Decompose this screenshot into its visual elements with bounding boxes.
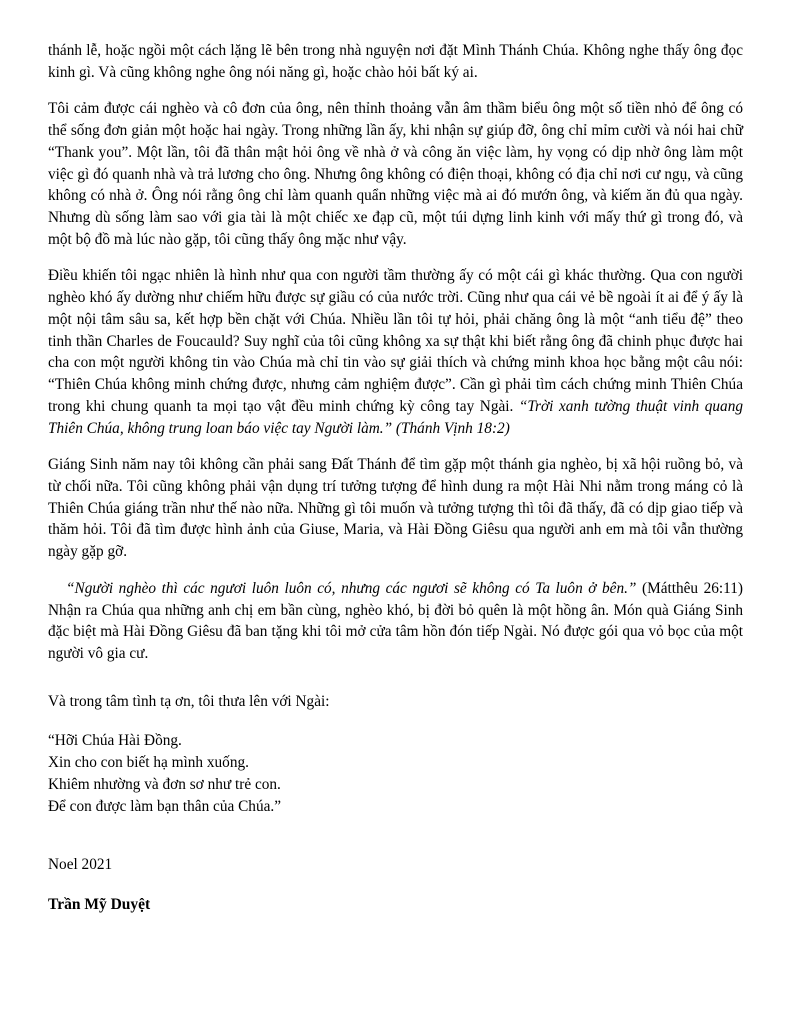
author-signature: Trần Mỹ Duyệt	[48, 896, 151, 913]
gospel-quote-italic: “Người nghèo thì các ngươi luôn luôn có, nhưng các ngươi sẽ không có Ta luôn ở bên.”	[66, 579, 637, 597]
closing-line: Và trong tâm tình tạ ơn, tôi thưa lên với Ngài:	[48, 692, 330, 710]
spacer-before-signature	[48, 876, 743, 894]
paragraph-5-gospel-quote	[48, 578, 743, 665]
gospel-quote-commentary: (Mátthêu 26:11) Nhận ra Chúa qua những anh chị em bần cùng, nghèo khó, bị đời bỏ quên là một hồng ân. Món quà Giáng Sinh đặc biệt mà Hài Đồng Giêsu đã ban tặng khi tôi mở cửa tâm hồn đón tiếp Ngài. Nó được gói qua vỏ bọc của một người vô gia cư.	[48, 579, 744, 662]
paragraph-4: Giáng Sinh năm nay tôi không cần phải sang Đất Thánh để tìm gặp một thánh gia nghèo, bị xã hội ruồng bỏ, và từ chối nữa. Tôi cũng không phải vận dụng trí tưởng tượng để hình dung ra một Hài Nhi nằm trong máng cỏ là Thiên Chúa giáng trần như thế nào nữa. Những gì tôi muốn và tưởng tượng thì tôi đã thấy, đã có dịp giao tiếp và thăm hỏi. Tôi đã tìm được hình ảnh của Giuse, Maria, và Hài Đồng Giêsu qua người anh em mà tôi vẫn thường ngày gặp gỡ.	[48, 456, 743, 561]
poem-line-1: “Hỡi Chúa Hài Đồng.	[48, 732, 182, 750]
prayer-poem	[48, 730, 743, 817]
paragraph-2: Tôi cảm được cái nghèo và cô đơn của ông, nên thỉnh thoảng vẫn âm thầm biểu ông một số tiền nhỏ để ông có thể sống đơn giản một hoặc hai ngày. Trong những lần ấy, khi nhận sự giúp đỡ, ông chỉ mỉm cười và nói hai chữ “Thank you”. Một lần, tôi đã thân mật hỏi ông về nhà ở và công ăn việc làm, hy vọng có dịp nhờ ông làm một việc gì đó quanh nhà và trả lương cho ông. Nhưng ông không có điện thoại, không có địa chỉ nơi cư ngụ, và cũng không có nhà ở. Ông nói rằng ông chỉ làm quanh quẩn những việc mà ai đó mướn ông, và kiếm ăn đủ qua ngày. Nhưng dù sống làm sao với gia tài là một chiếc xe đạp cũ, một túi dựng linh kinh với mấy thứ gì trong đó, và một bộ đồ mà lúc nào gặp, tôi cũng thấy ông mặc như vậy.	[48, 100, 743, 248]
poem-line-3: Khiêm nhường và đơn sơ như trẻ con.	[48, 775, 281, 793]
paragraph-1: thánh lễ, hoặc ngồi một cách lặng lẽ bên trong nhà nguyện nơi đặt Mình Thánh Chúa. Không nghe thấy ông đọc kinh gì. Và cũng không nghe ông nói năng gì, hoặc chào hỏi bất ký ai.	[48, 42, 743, 81]
spacer-before-closing	[48, 680, 743, 691]
date-line: Noel 2021	[48, 856, 113, 874]
paragraph-3	[48, 265, 743, 439]
paragraph-3-text: Điều khiến tôi ngạc nhiên là hình như qua con người tầm thường ấy có một cái gì khác thường. Qua con người nghèo khó ấy dường như chiếm hữu được sự giầu có của nước trời. Cũng như qua cái vẻ bề ngoài ít ai để ý ấy là một nội tâm sâu sa, kết hợp bền chặt với Chúa. Nhiều lần tôi tự hỏi, phải chăng ông là một “anh tiểu đệ” theo tinh thần Charles de Foucauld? Suy nghĩ của tôi cũng không xa sự thật khi biết rằng ông đã chinh phục được hai cha con một người không tin vào Chúa mà chỉ tin vào sự giải thích và chứng minh khoa học bằng một câu nói: “Thiên Chúa không minh chứng được, nhưng cảm nghiệm được”. Cần gì phải tìm cách chứng minh Thiên Chúa trong khi chung quanh ta mọi tạo vật đều minh chứng kỳ công tay Ngài.	[48, 267, 743, 415]
paragraph-3-scripture-quote: “Trời xanh tường thuật vinh quang Thiên Chúa, không trung loan báo việc tay Người làm.” (Thánh Vịnh 18:2)	[48, 397, 743, 437]
spacer-before-poem	[48, 712, 743, 730]
poem-line-4: Để con được làm bạn thân của Chúa.”	[48, 797, 282, 815]
document-body	[48, 40, 743, 916]
poem-line-2: Xin cho con biết hạ mình xuống.	[48, 754, 249, 772]
spacer-before-date	[48, 832, 743, 854]
